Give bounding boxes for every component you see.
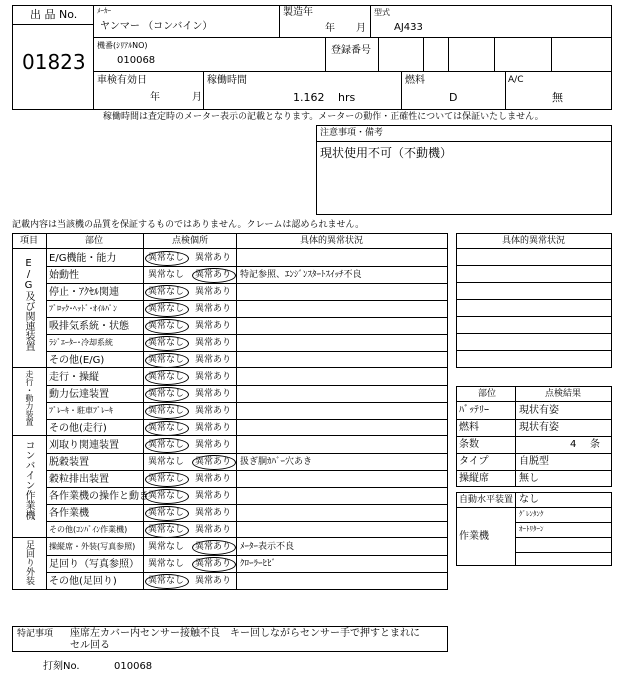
divider: [93, 5, 94, 110]
divider: [456, 401, 612, 402]
selected-result-mark: [145, 404, 189, 419]
stamp-value: 010068: [114, 661, 153, 672]
special-text-line2: セル回る: [70, 640, 110, 651]
selected-result-mark: [192, 557, 236, 572]
option-no-abnormality: 異常なし: [148, 576, 185, 586]
divider: [456, 248, 612, 249]
divider: [515, 552, 612, 553]
option-abnormality: 異常あり: [195, 440, 232, 450]
divider: [378, 37, 379, 71]
option-no-abnormality: 異常なし: [148, 423, 185, 433]
right-detail-line: [456, 299, 612, 300]
divider: [505, 71, 506, 110]
selected-result-mark: [192, 268, 236, 283]
option-no-abnormality: 異常なし: [148, 474, 185, 484]
option-abnormality: 異常あり: [195, 457, 232, 467]
divider: [401, 71, 402, 110]
row-divider: [456, 453, 612, 454]
selected-result-mark: [145, 489, 189, 504]
row-divider: [46, 300, 448, 301]
option-no-abnormality: 異常なし: [148, 389, 185, 399]
option-no-abnormality: 異常なし: [148, 372, 185, 382]
divider: [12, 24, 93, 25]
inspection-year: 年: [150, 92, 160, 103]
selected-result-mark: [145, 370, 189, 385]
option-abnormality: 異常あり: [195, 372, 232, 382]
row-detail: 特記参照、ｴﾝｼﾞﾝｽﾀｰﾄｽｲｯﾁ不良: [240, 270, 362, 280]
divider: [456, 507, 612, 508]
parts-row-part: 操縦席: [459, 473, 489, 484]
hours-label: 稼働時間: [207, 75, 247, 86]
divider: [515, 537, 612, 538]
divider: [93, 37, 612, 38]
option-abnormality: 異常あり: [195, 576, 232, 586]
row-part: 始動性: [49, 270, 79, 281]
group-label-drive: 走行・動力装置: [25, 370, 34, 426]
row-divider: [46, 385, 448, 386]
option-no-abnormality: 異常なし: [148, 321, 185, 331]
ac-label: A/C: [508, 75, 524, 85]
row-divider: [46, 334, 448, 335]
parts-col-result: 点検結果: [545, 389, 582, 399]
option-abnormality: 異常あり: [195, 559, 232, 569]
parts-row-part: 条数: [459, 439, 479, 450]
caution-box: [316, 125, 612, 215]
option-abnormality: 異常あり: [195, 270, 232, 280]
inspection-label: 車検有効日: [97, 75, 147, 86]
option-abnormality: 異常あり: [195, 474, 232, 484]
row-part: E/G機能・能力: [49, 253, 117, 264]
row-part: 吸排気系統・状態: [49, 321, 129, 332]
option-no-abnormality: 異常なし: [148, 355, 185, 365]
selected-result-mark: [145, 319, 189, 334]
right-detail-line: [456, 350, 612, 351]
row-divider: [46, 283, 448, 284]
row-part: 脱穀装置: [49, 457, 89, 468]
serial-label: 機番(ｼﾘｱﾙNO): [97, 41, 148, 50]
selected-result-mark: [145, 506, 189, 521]
row-detail: 扱ぎ胴ｶﾊﾞｰ穴あき: [240, 457, 313, 467]
inspection-month: 月: [192, 92, 202, 103]
option-no-abnormality: 異常なし: [148, 559, 185, 569]
right-detail-line: [456, 367, 612, 368]
row-part: その他(ｺﾝﾊﾞｲﾝ作業機): [49, 525, 128, 534]
col-detail: 具体的異常状況: [300, 236, 364, 246]
option-abnormality: 異常あり: [195, 389, 232, 399]
row-part: 刈取り関連装置: [49, 440, 119, 451]
ac-value: 無: [552, 91, 563, 104]
selected-result-mark: [145, 302, 189, 317]
fuel-label: 燃料: [405, 75, 425, 86]
option-no-abnormality: 異常なし: [148, 287, 185, 297]
option-no-abnormality: 異常なし: [148, 304, 185, 314]
divider: [316, 141, 612, 142]
option-no-abnormality: 異常なし: [148, 491, 185, 501]
option-abnormality: 異常あり: [195, 338, 232, 348]
option-no-abnormality: 異常なし: [148, 338, 185, 348]
row-part: 穀粒排出装置: [49, 474, 109, 485]
hours-value: 1.162: [293, 91, 325, 104]
row-divider: [46, 402, 448, 403]
row-part: 停止・ｱｸｾﾙ関連: [49, 287, 119, 298]
fuel-value: D: [449, 91, 458, 104]
col-part: 部位: [85, 236, 104, 246]
option-abnormality: 異常あり: [195, 508, 232, 518]
caution-label: 注意事項・備考: [320, 128, 384, 138]
row-part: 動力伝達装置: [49, 389, 109, 400]
divider: [12, 537, 448, 538]
row-part: 走行・操縦: [49, 372, 99, 383]
right-detail-line: [456, 333, 612, 334]
hours-disclaimer: 稼働時間は査定時のメーター表示の記載となります。メーターの動作・正確性については保証いたしません。: [103, 112, 544, 122]
row-detail: ﾒｰﾀｰ表示不良: [240, 542, 295, 552]
selected-result-mark: [145, 574, 189, 589]
right-detail-line: [456, 316, 612, 317]
row-part: ﾗｼﾞｴｰﾀｰ･冷却系統: [49, 338, 113, 347]
row-divider: [46, 419, 448, 420]
option-abnormality: 異常あり: [195, 525, 232, 535]
divider: [325, 37, 326, 71]
parts-row-value: 現状有姿: [519, 422, 559, 433]
right-detail-line: [456, 282, 612, 283]
parts-col-part: 部位: [478, 389, 497, 399]
selected-result-mark: [192, 455, 236, 470]
row-part: ﾌﾞﾛｯｸ･ﾍｯﾄﾞ･ｵｲﾙﾊﾟﾝ: [49, 304, 117, 313]
option-abnormality: 異常あり: [195, 491, 232, 501]
row-part: その他(走行): [49, 423, 107, 434]
row-divider: [46, 266, 448, 267]
group-label-eg: E/G及び関連装置: [23, 258, 34, 351]
model-label: 型式: [374, 8, 390, 17]
row-divider: [46, 521, 448, 522]
divider: [279, 5, 280, 37]
selected-result-mark: [145, 285, 189, 300]
work-machine-label: 作業機: [459, 531, 489, 542]
option-abnormality: 異常あり: [195, 304, 232, 314]
selected-result-mark: [145, 353, 189, 368]
special-text-line1: 座席左カバー内センサー接触不良 キー回しながらセンサー手で押すとまれに: [70, 628, 420, 639]
row-divider: [46, 351, 448, 352]
divider: [448, 37, 449, 71]
month-suffix: 月: [356, 23, 366, 34]
auto-return-label: ｵｰﾄﾘﾀｰﾝ: [519, 525, 544, 533]
divider: [515, 522, 612, 523]
divider: [551, 37, 552, 71]
row-divider: [46, 317, 448, 318]
auto-level-value: なし: [519, 494, 539, 505]
right-detail-title: 具体的異常状況: [502, 236, 566, 246]
parts-row-unit: 条: [590, 439, 600, 450]
option-abnormality: 異常あり: [195, 253, 232, 263]
lot-number: 01823: [22, 50, 86, 74]
option-no-abnormality: 異常なし: [148, 406, 185, 416]
row-detail: ｸﾛｰﾗｰﾋﾋﾞ: [240, 559, 277, 569]
option-no-abnormality: 異常なし: [148, 542, 185, 552]
divider: [12, 248, 448, 249]
row-divider: [46, 504, 448, 505]
year-suffix: 年: [325, 23, 335, 34]
maker-value: ヤンマー （コンバイン）: [100, 21, 213, 32]
row-divider: [456, 470, 612, 471]
right-detail-line: [456, 265, 612, 266]
parts-row-part: タイプ: [459, 456, 489, 467]
divider: [203, 71, 204, 110]
maker-label: ﾒｰｶｰ: [97, 7, 111, 15]
divider: [12, 435, 448, 436]
parts-row-part: ﾊﾞｯﾃﾘｰ: [459, 405, 489, 416]
option-abnormality: 異常あり: [195, 406, 232, 416]
option-abnormality: 異常あり: [195, 287, 232, 297]
option-abnormality: 異常あり: [195, 355, 232, 365]
row-part: 操縦席・外装(写真参照): [49, 542, 136, 551]
divider: [515, 492, 516, 566]
row-part: その他(足回り): [49, 576, 117, 587]
option-abnormality: 異常あり: [195, 423, 232, 433]
special-label: 特記事項: [17, 629, 54, 639]
parts-row-value: 4: [570, 439, 577, 450]
serial-value: 010068: [117, 55, 156, 66]
parts-row-value: 無し: [519, 473, 539, 484]
selected-result-mark: [192, 540, 236, 555]
parts-row-value: 自脱型: [519, 456, 549, 467]
selected-result-mark: [145, 387, 189, 402]
option-no-abnormality: 異常なし: [148, 253, 185, 263]
row-divider: [46, 453, 448, 454]
lot-label: 出 品 No.: [30, 8, 78, 21]
divider: [494, 37, 495, 71]
grain-tank-label: ｸﾞﾚﾝﾀﾝｸ: [519, 510, 544, 518]
reg-label: 登録番号: [331, 45, 371, 56]
row-part: その他(E/G): [49, 355, 105, 366]
row-part: 各作業機の操作と動き: [49, 491, 149, 502]
quality-disclaimer: 記載内容は当該機の品質を保証するものではありません。クレームは認められません。: [12, 220, 365, 230]
caution-value: 現状使用不可（不動機）: [320, 146, 453, 160]
year-label: 製造年: [283, 7, 313, 18]
divider: [93, 71, 612, 72]
divider: [423, 37, 424, 71]
option-no-abnormality: 異常なし: [148, 508, 185, 518]
row-part: 各作業機: [49, 508, 89, 519]
row-part: 足回り（写真参照）: [49, 559, 139, 570]
group-label-combine: コンバイン作業機: [23, 440, 34, 520]
row-divider: [456, 436, 612, 437]
divider: [12, 367, 448, 368]
selected-result-mark: [145, 472, 189, 487]
model-value: AJ433: [394, 22, 423, 33]
selected-result-mark: [145, 438, 189, 453]
selected-result-mark: [145, 523, 189, 538]
row-part: ﾌﾞﾚｰｷ・駐車ﾌﾞﾚｰｷ: [49, 406, 113, 415]
col-check: 点検個所: [172, 236, 209, 246]
auto-level-label: 自動水平装置: [459, 495, 514, 505]
group-label-undercarriage: 足回り外装: [24, 540, 34, 585]
right-detail-table: [456, 233, 612, 368]
divider: [370, 5, 371, 37]
row-divider: [46, 555, 448, 556]
option-no-abnormality: 異常なし: [148, 440, 185, 450]
stamp-label: 打刻No.: [43, 661, 80, 672]
parts-row-value: 現状有姿: [519, 405, 559, 416]
option-abnormality: 異常あり: [195, 321, 232, 331]
selected-result-mark: [145, 421, 189, 436]
hours-unit: hrs: [338, 91, 356, 104]
option-no-abnormality: 異常なし: [148, 525, 185, 535]
option-abnormality: 異常あり: [195, 542, 232, 552]
col-item: 項目: [20, 236, 39, 246]
row-divider: [46, 470, 448, 471]
option-no-abnormality: 異常なし: [148, 270, 185, 280]
row-divider: [46, 487, 448, 488]
selected-result-mark: [145, 336, 189, 351]
row-divider: [46, 572, 448, 573]
option-no-abnormality: 異常なし: [148, 457, 185, 467]
parts-row-part: 燃料: [459, 422, 479, 433]
row-divider: [456, 419, 612, 420]
selected-result-mark: [145, 251, 189, 266]
